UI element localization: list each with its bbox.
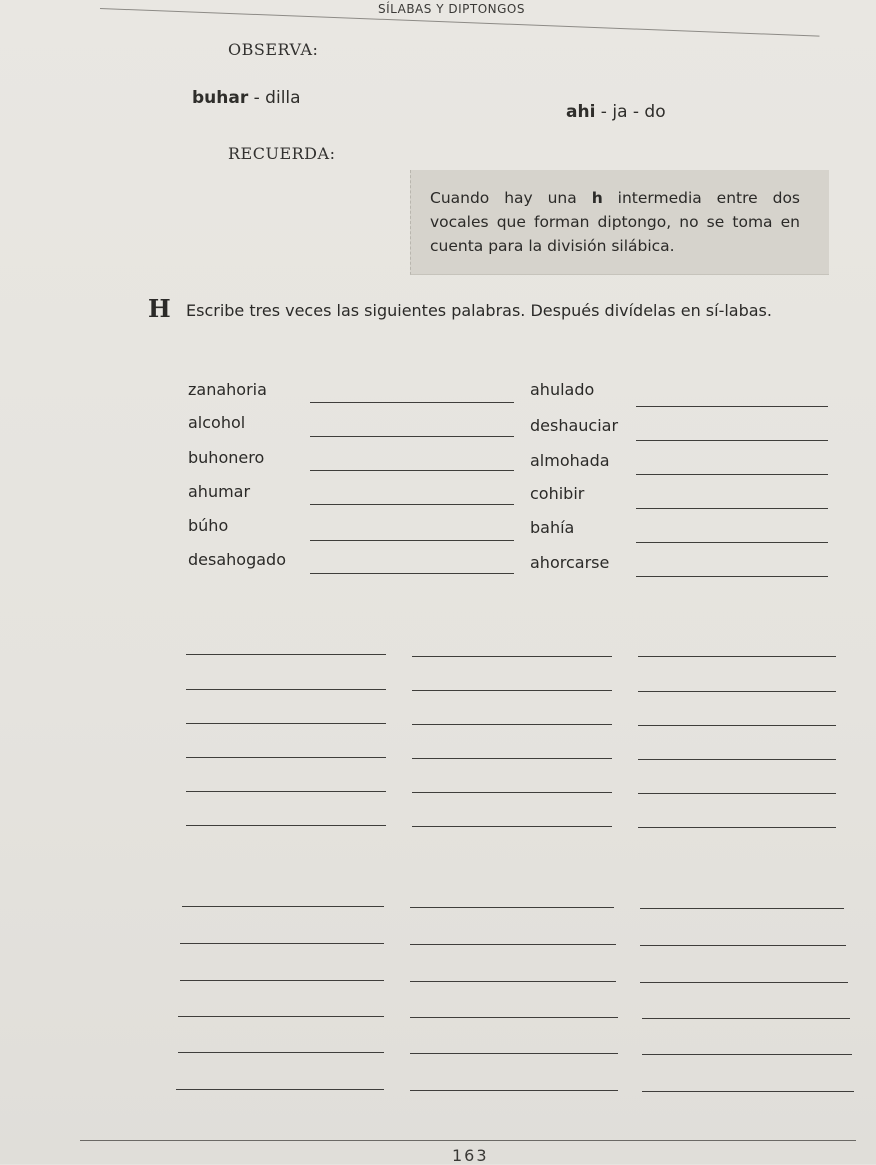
word-right-6: ahorcarse [530,553,610,572]
rule-text [430,186,800,258]
word-left-6: desahogado [188,550,286,569]
writing-line[interactable] [638,691,836,692]
writing-line[interactable] [410,1053,618,1054]
word-left-3: buhonero [188,448,265,467]
example1-rest: - dilla [248,88,301,108]
word-right-2: deshauciar [530,416,619,435]
word-left-2: alcohol [188,413,246,432]
writing-line[interactable] [186,723,386,724]
writing-line[interactable] [412,758,612,759]
writing-line[interactable] [640,945,846,946]
writing-line[interactable] [410,944,616,945]
writing-line[interactable] [178,1016,384,1017]
writing-line[interactable] [182,906,384,907]
answer-blank[interactable] [310,504,514,505]
header-title: SÍLABAS Y DIPTONGOS [378,2,525,16]
word-right-4: cohibir [530,484,585,503]
rule-h: h [591,189,603,207]
writing-line[interactable] [642,1091,854,1092]
answer-blank[interactable] [636,440,828,441]
writing-line[interactable] [412,792,612,793]
word-left-4: ahumar [188,482,251,501]
writing-line[interactable] [180,943,384,944]
word-right-3: almohada [530,451,610,470]
answer-blank[interactable] [310,540,514,541]
answer-blank[interactable] [636,508,828,509]
writing-line[interactable] [410,1017,618,1018]
writing-line[interactable] [186,689,386,690]
writing-line[interactable] [640,908,844,909]
answer-blank[interactable] [310,470,514,471]
writing-line[interactable] [176,1089,384,1090]
page-number: 163 [452,1146,489,1165]
writing-line[interactable] [410,981,616,982]
word-left-5: búho [188,516,229,535]
writing-line[interactable] [412,656,612,657]
activity-letter: H [148,294,171,323]
answer-blank[interactable] [310,573,514,574]
writing-line[interactable] [412,826,612,827]
writing-line[interactable] [642,1054,852,1055]
writing-line[interactable] [640,982,848,983]
writing-line[interactable] [412,690,612,691]
answer-blank[interactable] [636,474,828,475]
answer-blank[interactable] [636,406,828,407]
writing-line[interactable] [638,793,836,794]
writing-line[interactable] [412,724,612,725]
writing-line[interactable] [186,791,386,792]
writing-line[interactable] [410,907,614,908]
writing-line[interactable] [410,1090,618,1091]
example2-bold: ahi [566,102,596,122]
writing-line[interactable] [638,725,836,726]
observa-label: OBSERVA: [228,40,319,59]
word-right-5: bahía [530,518,575,537]
writing-line[interactable] [642,1018,850,1019]
word-right-1: ahulado [530,380,595,399]
writing-line[interactable] [180,980,384,981]
writing-line[interactable] [186,654,386,655]
footer-rule [80,1140,856,1141]
example1-bold: buhar [192,88,249,108]
word-left-1: zanahoria [188,380,267,399]
example-buhardilla [192,88,301,108]
writing-line[interactable] [186,757,386,758]
rule-post: intermedia entre dos vocales que forman diptongo, no se toma en cuenta para la división silábica. [430,189,801,255]
answer-blank[interactable] [636,542,828,543]
answer-blank[interactable] [310,402,514,403]
recuerda-label: RECUERDA: [228,144,336,163]
writing-line[interactable] [638,827,836,828]
writing-line[interactable] [638,759,836,760]
example-ahijado [566,102,666,122]
writing-line[interactable] [638,656,836,657]
answer-blank[interactable] [310,436,514,437]
writing-line[interactable] [186,825,386,826]
rule-pre: Cuando hay una [430,189,592,207]
writing-line[interactable] [178,1052,384,1053]
activity-instruction: Escribe tres veces las siguientes palabras. Después divídelas en sí-labas. [186,301,772,320]
example2-rest: - ja - do [595,102,666,122]
answer-blank[interactable] [636,576,828,577]
